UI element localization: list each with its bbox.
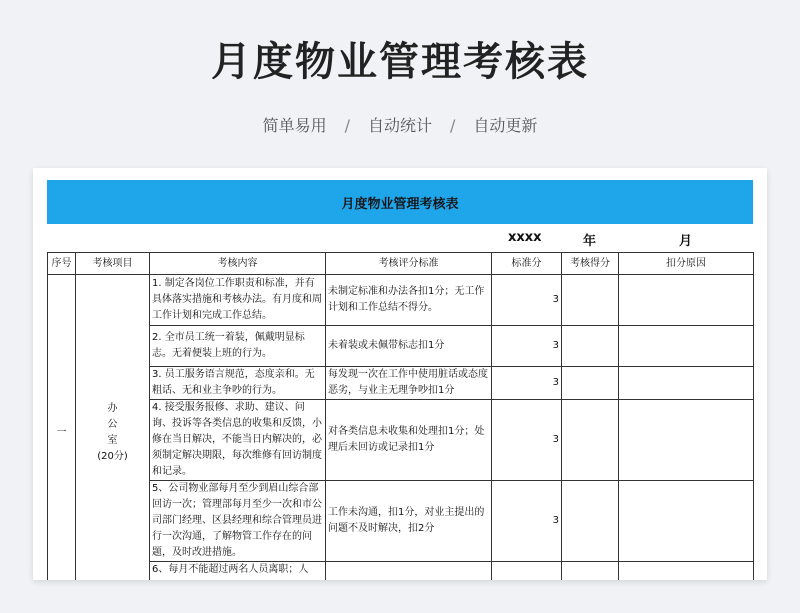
standard-cell: 未着装或未佩带标志扣1分 — [326, 326, 492, 367]
tagline — [0, 113, 800, 136]
content-cell: 5、公司物业部每月至少到眉山综合部回访一次；管理部每月至少一次和市公司部门经理、区县经理和综合管理员进行一次沟通，了解物管工作存在的问题，及时改进措施。 — [150, 481, 326, 562]
standard-cell — [326, 562, 492, 581]
sheet-banner: 月度物业管理考核表 — [47, 180, 753, 224]
col-header-standard: 考核评分标准 — [326, 253, 492, 275]
content-cell: 4. 接受服务报修、求助、建议、问询、投诉等各类信息的收集和反馈，小修在当日解决，不能当日内解决的，必须制定解决期限，每次维修有回访制度和记录。 — [150, 400, 326, 481]
std-score-cell — [492, 562, 562, 581]
score-cell[interactable] — [562, 367, 619, 400]
table-row — [48, 367, 754, 400]
tag-auto-update: 自动更新 — [473, 116, 538, 135]
score-cell[interactable] — [562, 275, 619, 326]
spreadsheet-preview — [33, 168, 767, 580]
table-row — [48, 562, 754, 581]
header-row — [48, 253, 754, 275]
col-header-score: 考核得分 — [562, 253, 619, 275]
content-cell: 1. 制定各岗位工作职责和标准，并有具体落实措施和考核办法。有月度和周工作计划和完成工作总结。 — [150, 275, 326, 326]
year-value[interactable]: xxxx — [508, 230, 542, 245]
tag-easy: 简单易用 — [262, 116, 327, 135]
assessment-table — [47, 252, 754, 580]
col-header-reason: 扣分原因 — [619, 253, 754, 275]
col-header-seq: 序号 — [48, 253, 76, 275]
content-cell: 6、每月不能超过两名人员离职；人 — [150, 562, 326, 581]
content-cell: 2. 全市员工统一着装，佩戴明显标志。无着便装上班的行为。 — [150, 326, 326, 367]
std-score-cell: 3 — [492, 275, 562, 326]
reason-cell[interactable] — [619, 481, 754, 562]
tag-separator: / — [344, 116, 350, 135]
standard-cell: 工作未沟通，扣1分，对业主提出的问题不及时解决，扣2分 — [326, 481, 492, 562]
score-cell[interactable] — [562, 481, 619, 562]
std-score-cell: 3 — [492, 400, 562, 481]
page-title: 月度物业管理考核表 — [211, 39, 589, 85]
tag-auto-stats: 自动统计 — [367, 116, 432, 135]
standard-cell: 每发现一次在工作中使用脏话或态度恶劣，与业主无理争吵扣1分 — [326, 367, 492, 400]
reason-cell[interactable] — [619, 326, 754, 367]
std-score-cell: 3 — [492, 481, 562, 562]
standard-cell: 对各类信息未收集和处理扣1分；处理后未回访或记录扣1分 — [326, 400, 492, 481]
standard-cell: 未制定标准和办法各扣1分；无工作计划和工作总结不得分。 — [326, 275, 492, 326]
group-seq: 一 — [48, 275, 76, 581]
reason-cell[interactable] — [619, 367, 754, 400]
table-row — [48, 400, 754, 481]
tag-separator: / — [450, 116, 456, 135]
score-cell[interactable] — [562, 326, 619, 367]
col-header-item: 考核项目 — [76, 253, 150, 275]
score-cell[interactable] — [562, 400, 619, 481]
reason-cell[interactable] — [619, 400, 754, 481]
std-score-cell: 3 — [492, 367, 562, 400]
col-header-std-score: 标准分 — [492, 253, 562, 275]
col-header-content: 考核内容 — [150, 253, 326, 275]
content-cell: 3. 员工服务语言规范，态度亲和。无粗话、无和业主争吵的行为。 — [150, 367, 326, 400]
table-row — [48, 481, 754, 562]
std-score-cell: 3 — [492, 326, 562, 367]
reason-cell[interactable] — [619, 562, 754, 581]
year-label: 年 — [583, 234, 597, 249]
reason-cell[interactable] — [619, 275, 754, 326]
table-row — [48, 275, 754, 326]
score-cell[interactable] — [562, 562, 619, 581]
month-label: 月 — [679, 234, 693, 249]
table-row — [48, 326, 754, 367]
group-item: 办 公 室 (20分) — [76, 275, 150, 581]
